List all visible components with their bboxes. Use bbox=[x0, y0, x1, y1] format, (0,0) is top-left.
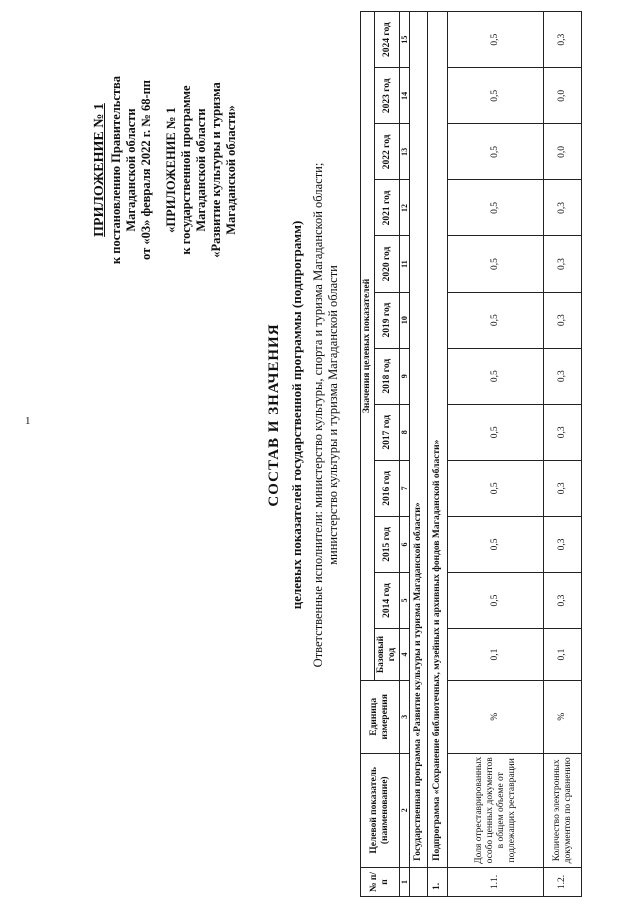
responsible-line: Ответственные исполнители: министерство культуры, спорта и туризма Магаданской области; bbox=[311, 162, 325, 668]
column-number: 9 bbox=[400, 348, 410, 404]
year-value: 0,3 bbox=[544, 460, 582, 516]
row-num: 1.2. bbox=[544, 867, 582, 896]
indicators-table bbox=[360, 11, 582, 897]
column-number: 8 bbox=[400, 404, 410, 460]
header-year: 2019 год bbox=[375, 292, 400, 348]
year-value: 0,5 bbox=[448, 12, 544, 68]
appendix-date-line: от «03» февраля 2022 г. № 68-пп bbox=[139, 79, 153, 261]
header-year: 2018 год bbox=[375, 348, 400, 404]
subprogram-title: Подпрограмма «Сохранение библиотечных, музейных и архивных фондов Магаданской области» bbox=[428, 12, 448, 868]
header-year: 2014 год bbox=[375, 572, 400, 628]
year-value: 0,3 bbox=[544, 236, 582, 292]
year-value: 0,5 bbox=[448, 124, 544, 180]
header-year: 2020 год bbox=[375, 236, 400, 292]
header-year: 2015 год bbox=[375, 516, 400, 572]
column-number: 6 bbox=[400, 516, 410, 572]
column-number: 11 bbox=[400, 236, 410, 292]
column-number: 7 bbox=[400, 460, 410, 516]
column-number: 14 bbox=[400, 68, 410, 124]
subprogram-row bbox=[428, 12, 448, 897]
header-values-group: Значения целевых показателей bbox=[361, 12, 375, 681]
column-number: 3 bbox=[400, 680, 410, 753]
header-unit: Единица измерения bbox=[361, 680, 400, 753]
appendix-line: «Развитие культуры и туризма bbox=[209, 82, 223, 258]
year-value: 0,3 bbox=[544, 348, 582, 404]
year-value: 0,5 bbox=[448, 460, 544, 516]
table-row bbox=[544, 12, 582, 897]
appendix-title-2: «ПРИЛОЖЕНИЕ № 1 bbox=[164, 107, 178, 233]
appendix-line: к постановлению Правительства bbox=[109, 75, 123, 265]
appendix-line: Магаданской области bbox=[194, 108, 208, 232]
year-value: 0,5 bbox=[448, 404, 544, 460]
header-year: 2022 год bbox=[375, 124, 400, 180]
header-num: № п/п bbox=[361, 867, 400, 896]
year-value: 0,3 bbox=[544, 292, 582, 348]
program-row bbox=[410, 12, 428, 897]
row-num: 1.1. bbox=[448, 867, 544, 896]
year-value: 0,5 bbox=[448, 236, 544, 292]
year-value: 0,5 bbox=[448, 292, 544, 348]
year-value: 0,3 bbox=[544, 12, 582, 68]
appendix-line: Магаданской области» bbox=[224, 105, 238, 235]
subprogram-num: 1. bbox=[428, 867, 448, 896]
column-number: 2 bbox=[400, 753, 410, 867]
column-number-row bbox=[400, 12, 410, 897]
indicator-name: Количество электронных документов по сравнению bbox=[544, 753, 582, 867]
unit-cell: % bbox=[448, 680, 544, 753]
year-value: 0,5 bbox=[448, 572, 544, 628]
year-value: 0,3 bbox=[544, 572, 582, 628]
column-number: 13 bbox=[400, 124, 410, 180]
header-year: 2016 год bbox=[375, 460, 400, 516]
page-number: 1 bbox=[25, 415, 31, 427]
year-value: 0,5 bbox=[448, 348, 544, 404]
base-value: 0,1 bbox=[544, 629, 582, 681]
heading-block bbox=[266, 65, 341, 765]
unit-cell: % bbox=[544, 680, 582, 753]
program-title: Государственная программа «Развитие культуры и туризма Магаданской области» bbox=[410, 12, 428, 868]
base-value: 0,1 bbox=[448, 629, 544, 681]
column-number: 10 bbox=[400, 292, 410, 348]
year-value: 0,3 bbox=[544, 516, 582, 572]
header-year: 2017 год bbox=[375, 404, 400, 460]
responsible-line: министерство культуры и туризма Магаданской области bbox=[326, 265, 340, 565]
header-base-year: Базовый год bbox=[375, 629, 400, 681]
year-value: 0,3 bbox=[544, 180, 582, 236]
column-number: 5 bbox=[400, 572, 410, 628]
year-value: 0,5 bbox=[448, 180, 544, 236]
column-number: 12 bbox=[400, 180, 410, 236]
document-title: СОСТАВ И ЗНАЧЕНИЯ bbox=[266, 323, 282, 507]
header-year: 2021 год bbox=[375, 180, 400, 236]
appendix-block bbox=[92, 35, 239, 305]
header-year: 2024 год bbox=[375, 12, 400, 68]
program-num-cell bbox=[410, 867, 428, 896]
responsible-executors bbox=[311, 65, 341, 765]
column-number: 4 bbox=[400, 629, 410, 681]
column-number: 15 bbox=[400, 12, 410, 68]
header-year: 2023 год bbox=[375, 68, 400, 124]
year-value: 0,5 bbox=[448, 68, 544, 124]
column-number: 1 bbox=[400, 867, 410, 896]
year-value: 0,0 bbox=[544, 68, 582, 124]
year-value: 0,5 bbox=[448, 516, 544, 572]
appendix-title: ПРИЛОЖЕНИЕ № 1 bbox=[92, 103, 107, 237]
appendix-line: к государственной программе bbox=[179, 85, 193, 255]
year-value: 0,0 bbox=[544, 124, 582, 180]
indicator-name: Доля отреставрированных особо ценных документов в общем объеме от подлежащих реставрации bbox=[448, 753, 544, 867]
appendix-line: Магаданской области bbox=[124, 108, 138, 232]
year-value: 0,3 bbox=[544, 404, 582, 460]
table-row bbox=[448, 12, 544, 897]
header-indicator: Целевой показатель (наименование) bbox=[361, 753, 400, 867]
document-subtitle: целевых показателей государственной программы (подпрограмм) bbox=[289, 220, 304, 610]
